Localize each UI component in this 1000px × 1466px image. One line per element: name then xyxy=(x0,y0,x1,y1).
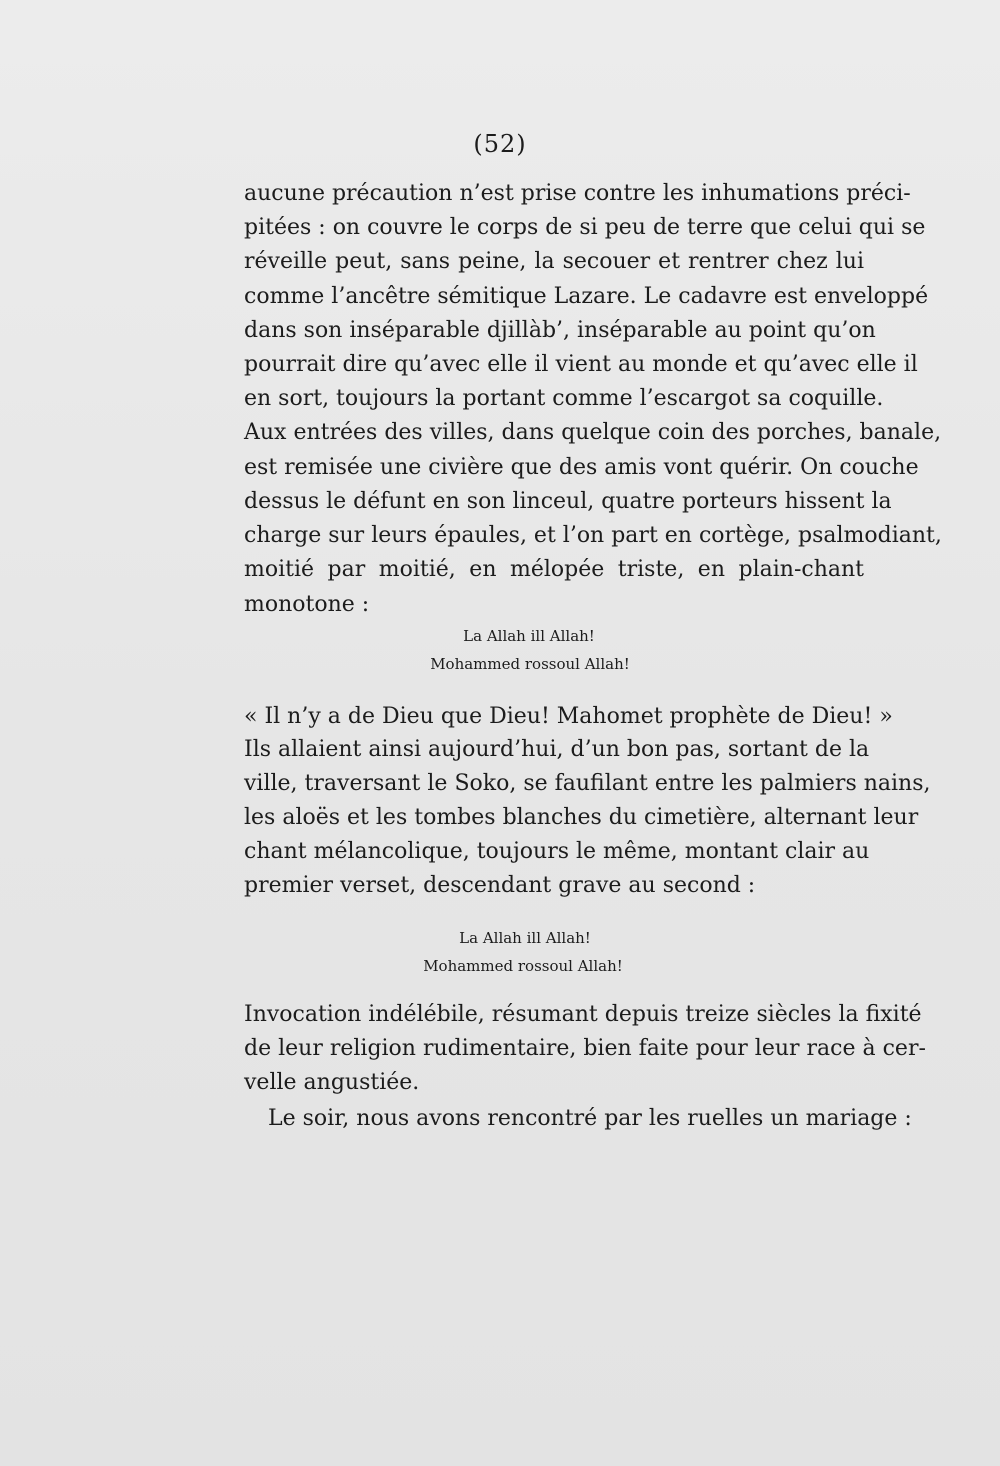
text-line: ville, traversant le Soko, se faufilant entre les palmiers nains, xyxy=(244,771,931,796)
text-line: est remisée une civière que des amis vont quérir. On couche xyxy=(244,455,919,480)
text-line: pitées : on couvre le corps de si peu de terre que celui qui se xyxy=(244,215,926,240)
text-line: dessus le défunt en son linceul, quatre porteurs hissent la xyxy=(244,489,892,514)
text-line: Le soir, nous avons rencontré par les ruelles un mariage : xyxy=(268,1106,912,1131)
text-line: aucune précaution n’est prise contre les inhumations préci- xyxy=(244,181,911,206)
text-line: les aloës et les tombes blanches du cimetière, alternant leur xyxy=(244,805,919,830)
text-line: Aux entrées des villes, dans quelque coin des porches, banale, xyxy=(244,420,942,445)
text-line: moitié par moitié, en mélopée triste, en plain-chant xyxy=(244,557,864,582)
verse-line: Mohammed rossoul Allah! xyxy=(423,957,623,975)
text-line: charge sur leurs épaules, et l’on part en cortège, psalmodiant, xyxy=(244,523,942,548)
text-line: Invocation indélébile, résumant depuis treize siècles la fixité xyxy=(244,1002,922,1027)
text-line: chant mélancolique, toujours le même, montant clair au xyxy=(244,839,870,864)
text-line: en sort, toujours la portant comme l’escargot sa coquille. xyxy=(244,386,884,411)
text-line: dans son inséparable djillàb’, inséparable au point qu’on xyxy=(244,318,876,343)
text-line: réveille peut, sans peine, la secouer et rentrer chez lui xyxy=(244,249,864,274)
page-number: (52) xyxy=(473,130,527,158)
text-line: de leur religion rudimentaire, bien faite pour leur race à cer- xyxy=(244,1036,926,1061)
text-line: monotone : xyxy=(244,592,370,617)
verse-line: La Allah ill Allah! xyxy=(463,627,595,645)
verse-line: La Allah ill Allah! xyxy=(459,929,591,947)
text-line: comme l’ancêtre sémitique Lazare. Le cadavre est enveloppé xyxy=(244,284,929,309)
text-line: velle angustiée. xyxy=(244,1070,420,1095)
text-line: « Il n’y a de Dieu que Dieu! Mahomet prophète de Dieu! » xyxy=(244,704,893,729)
text-line: premier verset, descendant grave au second : xyxy=(244,873,756,898)
text-line: Ils allaient ainsi aujourd’hui, d’un bon pas, sortant de la xyxy=(244,737,870,762)
text-line: pourrait dire qu’avec elle il vient au monde et qu’avec elle il xyxy=(244,352,918,377)
verse-line: Mohammed rossoul Allah! xyxy=(430,655,630,673)
